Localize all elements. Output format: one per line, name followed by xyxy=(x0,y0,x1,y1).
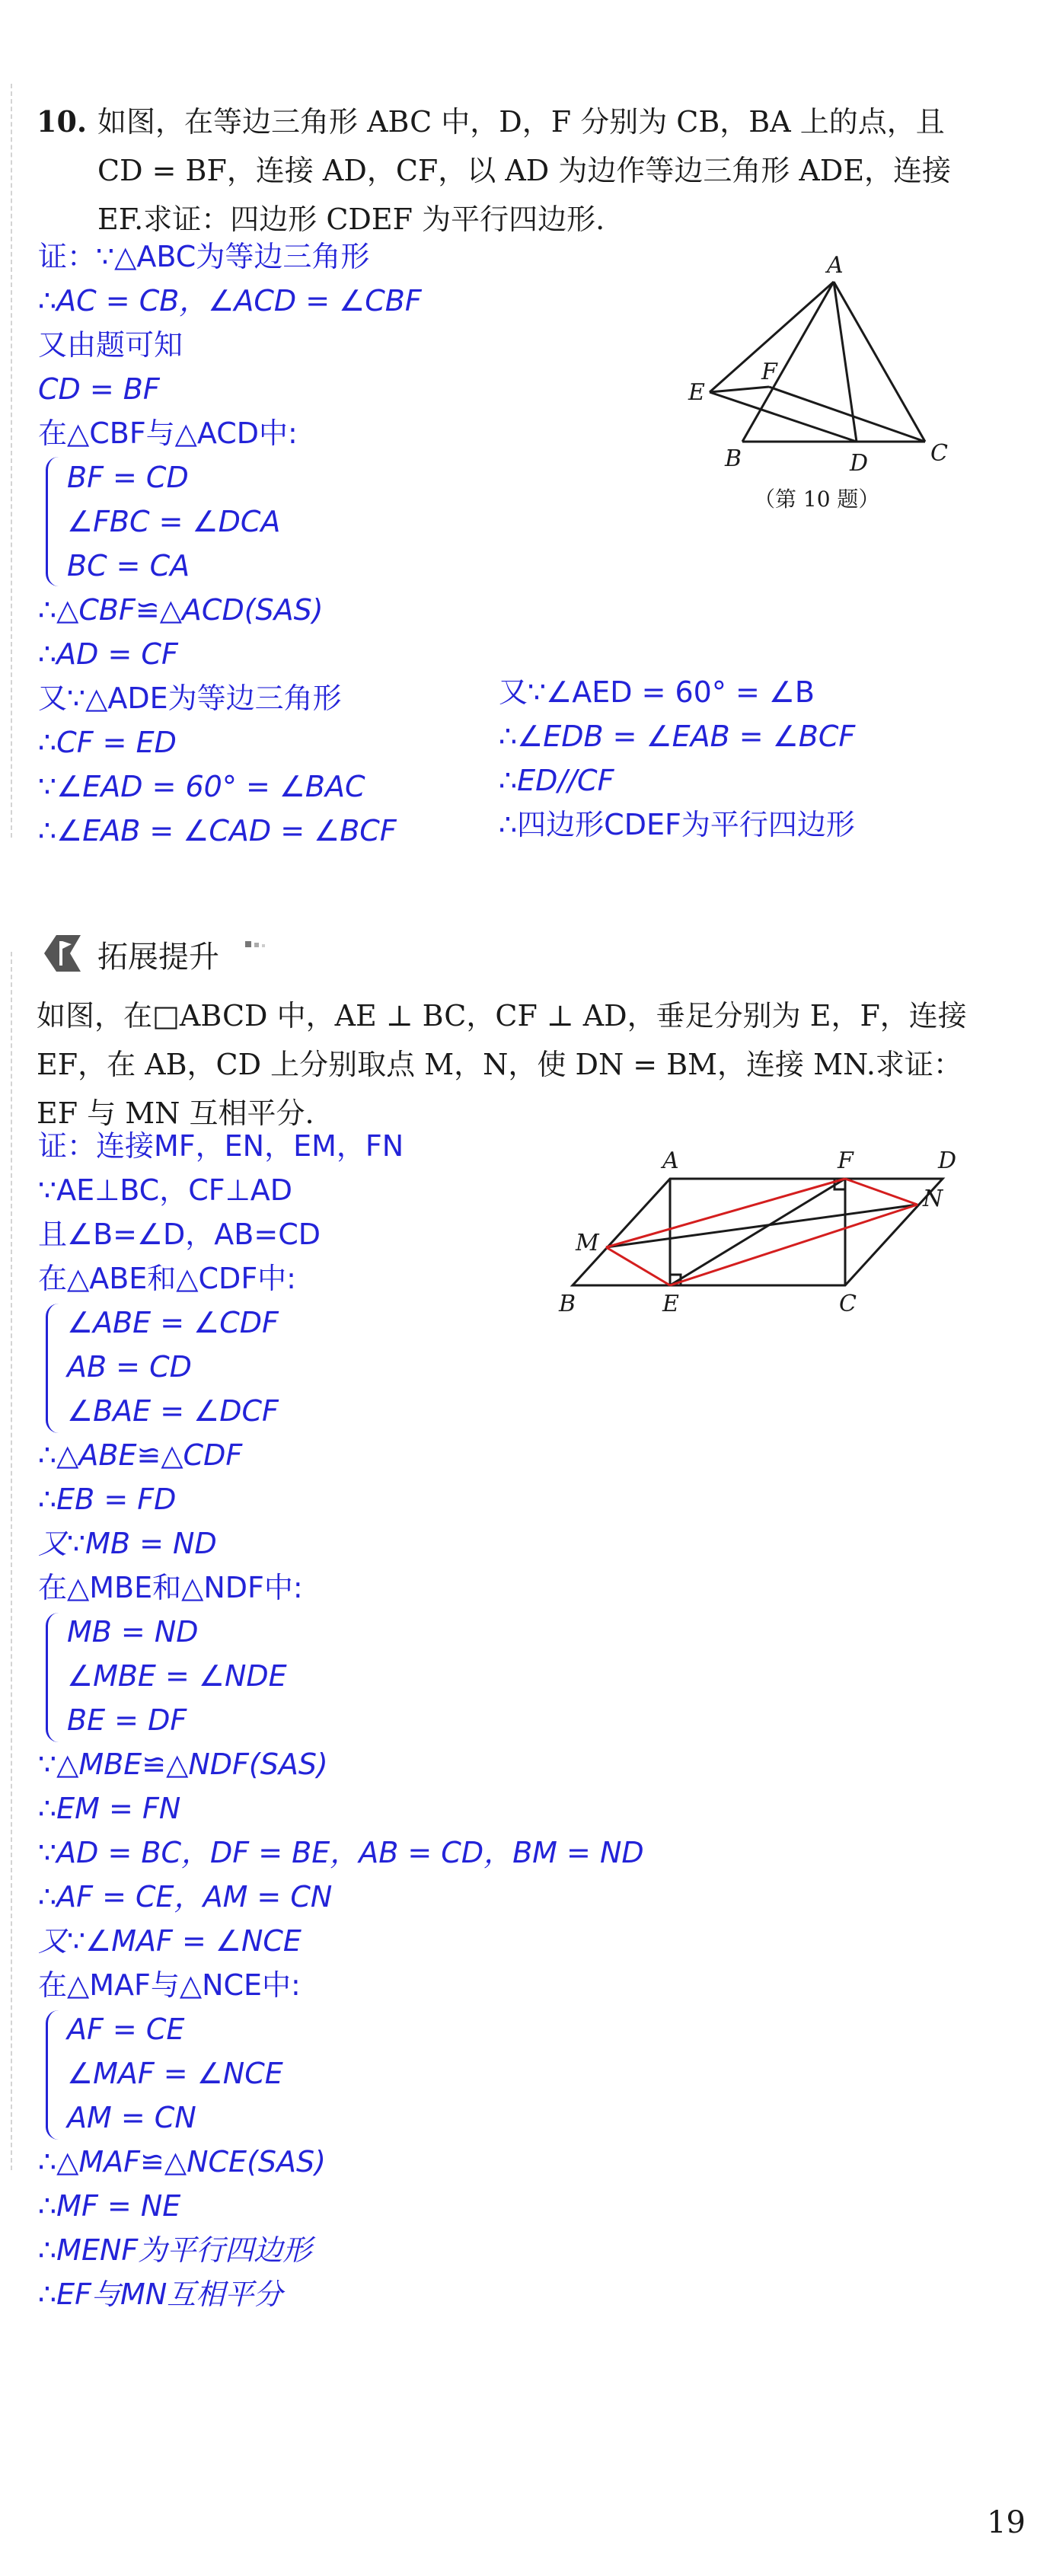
label-E: E xyxy=(688,379,705,406)
ext-brace-2 xyxy=(46,1613,59,1742)
label-N: N xyxy=(923,1186,943,1212)
problem-10-line-3: EF.求证：四边形 CDEF 为平行四边形. xyxy=(97,203,605,236)
ext-line-24: ∴△MAF≌△NCE(SAS) xyxy=(38,2145,326,2179)
ext-line-27: ∴EF与MN互相平分 xyxy=(38,2278,283,2311)
ext-line-4: 在△ABE和△CDF中: xyxy=(38,1262,296,1295)
label-C: C xyxy=(839,1291,857,1317)
seg-EN xyxy=(670,1205,917,1285)
label-F: F xyxy=(761,359,777,385)
ext-line-15: ∵△MBE≌△NDF(SAS) xyxy=(38,1748,328,1781)
seg-AD xyxy=(834,282,857,442)
sol10-line-4: CD = BF xyxy=(38,372,160,406)
sol10-right-line-1: 又∵∠AED = 60° = ∠B xyxy=(499,675,815,709)
figure-10 xyxy=(670,244,975,518)
sol10-line-10: ∴AD = CF xyxy=(38,637,178,671)
binding-margin-bottom xyxy=(11,952,12,2170)
sol10-line-11: 又∵△ADE为等边三角形 xyxy=(38,682,342,715)
label-A: A xyxy=(662,1148,679,1174)
label-B: B xyxy=(559,1291,576,1317)
seg-MF xyxy=(606,1179,845,1247)
seg-MN xyxy=(606,1205,917,1247)
seg-EF xyxy=(710,387,769,392)
figure-parallelogram xyxy=(548,1135,975,1333)
label-M: M xyxy=(576,1230,599,1256)
section-title: 拓展提升 xyxy=(97,940,219,975)
ext-line-5: ∠ABE = ∠CDF xyxy=(67,1306,279,1339)
sol10-line-7: ∠FBC = ∠DCA xyxy=(67,505,281,538)
seg-FC xyxy=(769,387,925,442)
ext-line-8: ∴△ABE≌△CDF xyxy=(38,1438,243,1472)
sol10-right-line-3: ∴ED//CF xyxy=(499,764,614,797)
ext-line-16: ∴EM = FN xyxy=(38,1792,181,1825)
extension-line-3: EF 与 MN 互相平分. xyxy=(37,1096,314,1130)
seg-FN xyxy=(845,1179,917,1205)
label-B: B xyxy=(725,445,742,472)
ext-line-11: 在△MBE和△NDF中: xyxy=(38,1571,303,1604)
figure-10-caption: （第 10 题） xyxy=(754,487,880,512)
sol10-line-12: ∴CF = ED xyxy=(38,726,177,759)
sol10-line-9: ∴△CBF≌△ACD(SAS) xyxy=(38,593,324,627)
ext-line-2: ∵AE⊥BC，CF⊥AD xyxy=(38,1173,292,1207)
sol10-right-line-2: ∴∠EDB = ∠EAB = ∠BCF xyxy=(499,720,856,753)
ext-line-21: AF = CE xyxy=(67,2013,185,2046)
problem-10-line-2: CD = BF，连接 AD，CF，以 AD 为边作等边三角形 ADE，连接 xyxy=(97,154,952,187)
sol10-brace xyxy=(46,457,59,586)
ext-line-1: 证：连接MF，EN，EM，FN xyxy=(38,1129,404,1163)
sol10-line-2: ∴AC = CB，∠ACD = ∠CBF xyxy=(38,284,422,318)
extension-line-2: EF，在 AB，CD 上分别取点 M，N，使 DN = BM，连接 MN.求证： xyxy=(37,1048,962,1081)
ext-brace-3 xyxy=(46,2010,59,2140)
ext-line-19: 又∵∠MAF = ∠NCE xyxy=(38,1924,302,1958)
ext-line-9: ∴EB = FD xyxy=(38,1483,177,1516)
problem-10-number: 10. xyxy=(37,104,88,139)
ext-line-6: AB = CD xyxy=(67,1350,192,1384)
label-E: E xyxy=(662,1291,679,1317)
sol10-line-1: 证：∵△ABC为等边三角形 xyxy=(38,240,370,273)
flag-icon xyxy=(35,930,90,976)
seg-AC xyxy=(834,282,925,442)
label-D: D xyxy=(938,1148,957,1174)
label-F: F xyxy=(838,1148,854,1174)
title-decoration-icon xyxy=(242,938,273,956)
ext-line-12: MB = ND xyxy=(67,1615,199,1649)
binding-margin-top xyxy=(11,84,12,838)
ext-brace-1 xyxy=(46,1304,59,1433)
ext-line-23: AM = CN xyxy=(67,2101,196,2134)
label-A: A xyxy=(827,252,844,279)
sol10-line-8: BC = CA xyxy=(67,549,190,583)
ext-line-14: BE = DF xyxy=(67,1703,187,1737)
ext-line-3: 且∠B=∠D，AB=CD xyxy=(38,1218,321,1251)
extension-line-1: 如图，在□ABCD 中，AE ⊥ BC，CF ⊥ AD，垂足分别为 E，F，连接 xyxy=(37,999,967,1033)
label-C: C xyxy=(930,440,948,467)
sol10-line-14: ∴∠EAB = ∠CAD = ∠BCF xyxy=(38,814,397,847)
seg-EF xyxy=(670,1179,845,1285)
ext-line-22: ∠MAF = ∠NCE xyxy=(67,2057,283,2090)
sol10-line-13: ∵∠EAD = 60° = ∠BAC xyxy=(38,770,365,803)
sol10-line-3: 又由题可知 xyxy=(38,328,183,362)
ext-line-25: ∴MF = NE xyxy=(38,2189,181,2223)
ext-line-13: ∠MBE = ∠NDE xyxy=(67,1659,287,1693)
ext-line-10: 又∵MB = ND xyxy=(38,1527,217,1560)
problem-10-line-1: 如图，在等边三角形 ABC 中，D，F 分别为 CB，BA 上的点，且 xyxy=(97,105,945,139)
ext-line-26: ∴MENF为平行四边形 xyxy=(38,2233,312,2267)
sol10-right-line-4: ∴四边形CDEF为平行四边形 xyxy=(499,808,855,841)
seg-ME xyxy=(606,1247,670,1285)
page-number: 19 xyxy=(987,2505,1026,2540)
sol10-line-6: BF = CD xyxy=(67,461,189,494)
ext-line-7: ∠BAE = ∠DCF xyxy=(67,1394,279,1428)
label-D: D xyxy=(850,450,869,477)
seg-ED xyxy=(710,392,857,442)
ext-line-18: ∴AF = CE，AM = CN xyxy=(38,1880,333,1914)
sol10-line-5: 在△CBF与△ACD中: xyxy=(38,417,298,450)
ext-line-20: 在△MAF与△NCE中: xyxy=(38,1968,301,2002)
ext-line-17: ∵AD = BC，DF = BE，AB = CD，BM = ND xyxy=(38,1836,644,1869)
